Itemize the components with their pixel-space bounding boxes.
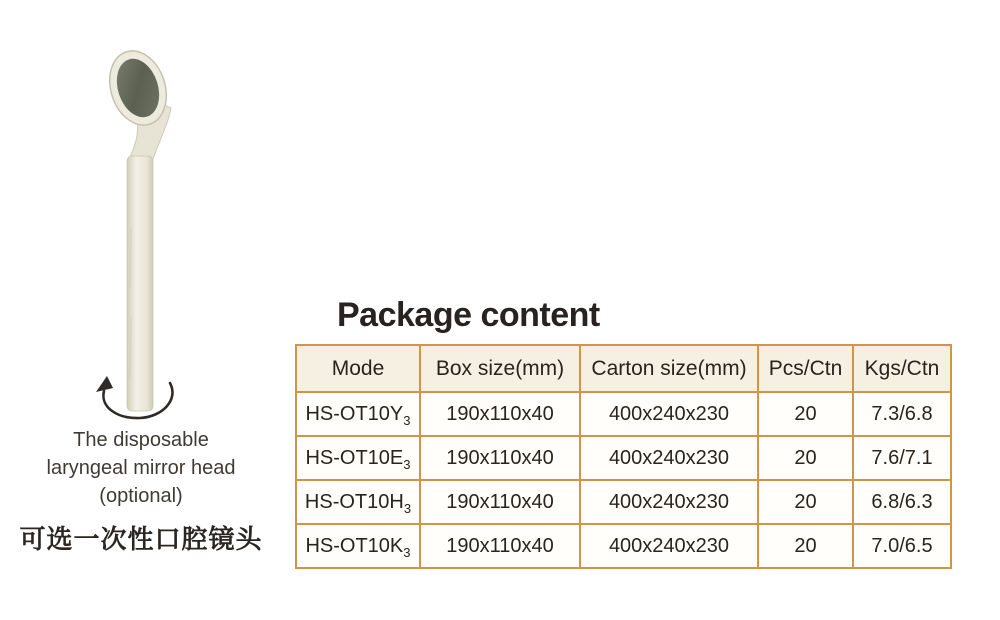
table-row <box>296 480 951 524</box>
header-cell-carton-size: Carton size(mm) <box>580 345 758 392</box>
table-row <box>296 524 951 568</box>
cell-carton-size: 400x240x230 <box>580 524 758 568</box>
section-title: Package content <box>337 296 600 334</box>
cell-pcs-ctn: 20 <box>758 480 853 524</box>
laryngeal-mirror-illustration <box>10 38 272 426</box>
table-header-row <box>296 345 951 392</box>
cell-kgs-ctn: 7.3/6.8 <box>853 392 951 436</box>
mode-subscript: 3 <box>403 500 412 516</box>
cell-box-size: 190x110x40 <box>420 436 580 480</box>
cell-pcs-ctn: 20 <box>758 392 853 436</box>
caption-line-chinese: 可选一次性口腔镜头 <box>19 524 263 554</box>
cell-carton-size: 400x240x230 <box>580 392 758 436</box>
cell-carton-size: 400x240x230 <box>580 480 758 524</box>
handle-seam <box>130 318 131 378</box>
mode-subscript: 3 <box>403 456 411 472</box>
cell-kgs-ctn: 6.8/6.3 <box>853 480 951 524</box>
cell-mode: $HS-OT10E_3$ <box>296 436 420 480</box>
product-figure <box>10 38 272 556</box>
cell-box-size: 190x110x40 <box>420 480 580 524</box>
cell-mode: $HS-OT10K_3$ <box>296 524 420 568</box>
mirror-handle <box>127 156 153 411</box>
cell-box-size: 190x110x40 <box>420 392 580 436</box>
table-row <box>296 392 951 436</box>
caption-line: The disposable <box>73 429 209 451</box>
cell-kgs-ctn: 7.6/7.1 <box>853 436 951 480</box>
cell-mode: $HS-OT10Y_3$ <box>296 392 420 436</box>
cell-pcs-ctn: 20 <box>758 436 853 480</box>
cell-mode: $HS-OT10H_3$ <box>296 480 420 524</box>
handle-seam <box>130 228 131 288</box>
header-cell-pcs-ctn: Pcs/Ctn <box>758 345 853 392</box>
cell-carton-size: 400x240x230 <box>580 436 758 480</box>
caption-line: (optional) <box>99 485 183 507</box>
mode-subscript: 3 <box>403 544 411 560</box>
mode-subscript: 3 <box>403 412 411 428</box>
cell-kgs-ctn: 7.0/6.5 <box>853 524 951 568</box>
package-content-section <box>295 296 955 569</box>
cell-box-size: 190x110x40 <box>420 524 580 568</box>
header-cell-mode: Mode <box>296 345 420 392</box>
cell-pcs-ctn: 20 <box>758 524 853 568</box>
package-content-table <box>295 344 952 569</box>
table-row <box>296 436 951 480</box>
caption-line: laryngeal mirror head <box>46 457 236 479</box>
figure-caption <box>10 426 272 510</box>
header-cell-box-size: Box size(mm) <box>420 345 580 392</box>
header-cell-kgs-ctn: Kgs/Ctn <box>853 345 951 392</box>
